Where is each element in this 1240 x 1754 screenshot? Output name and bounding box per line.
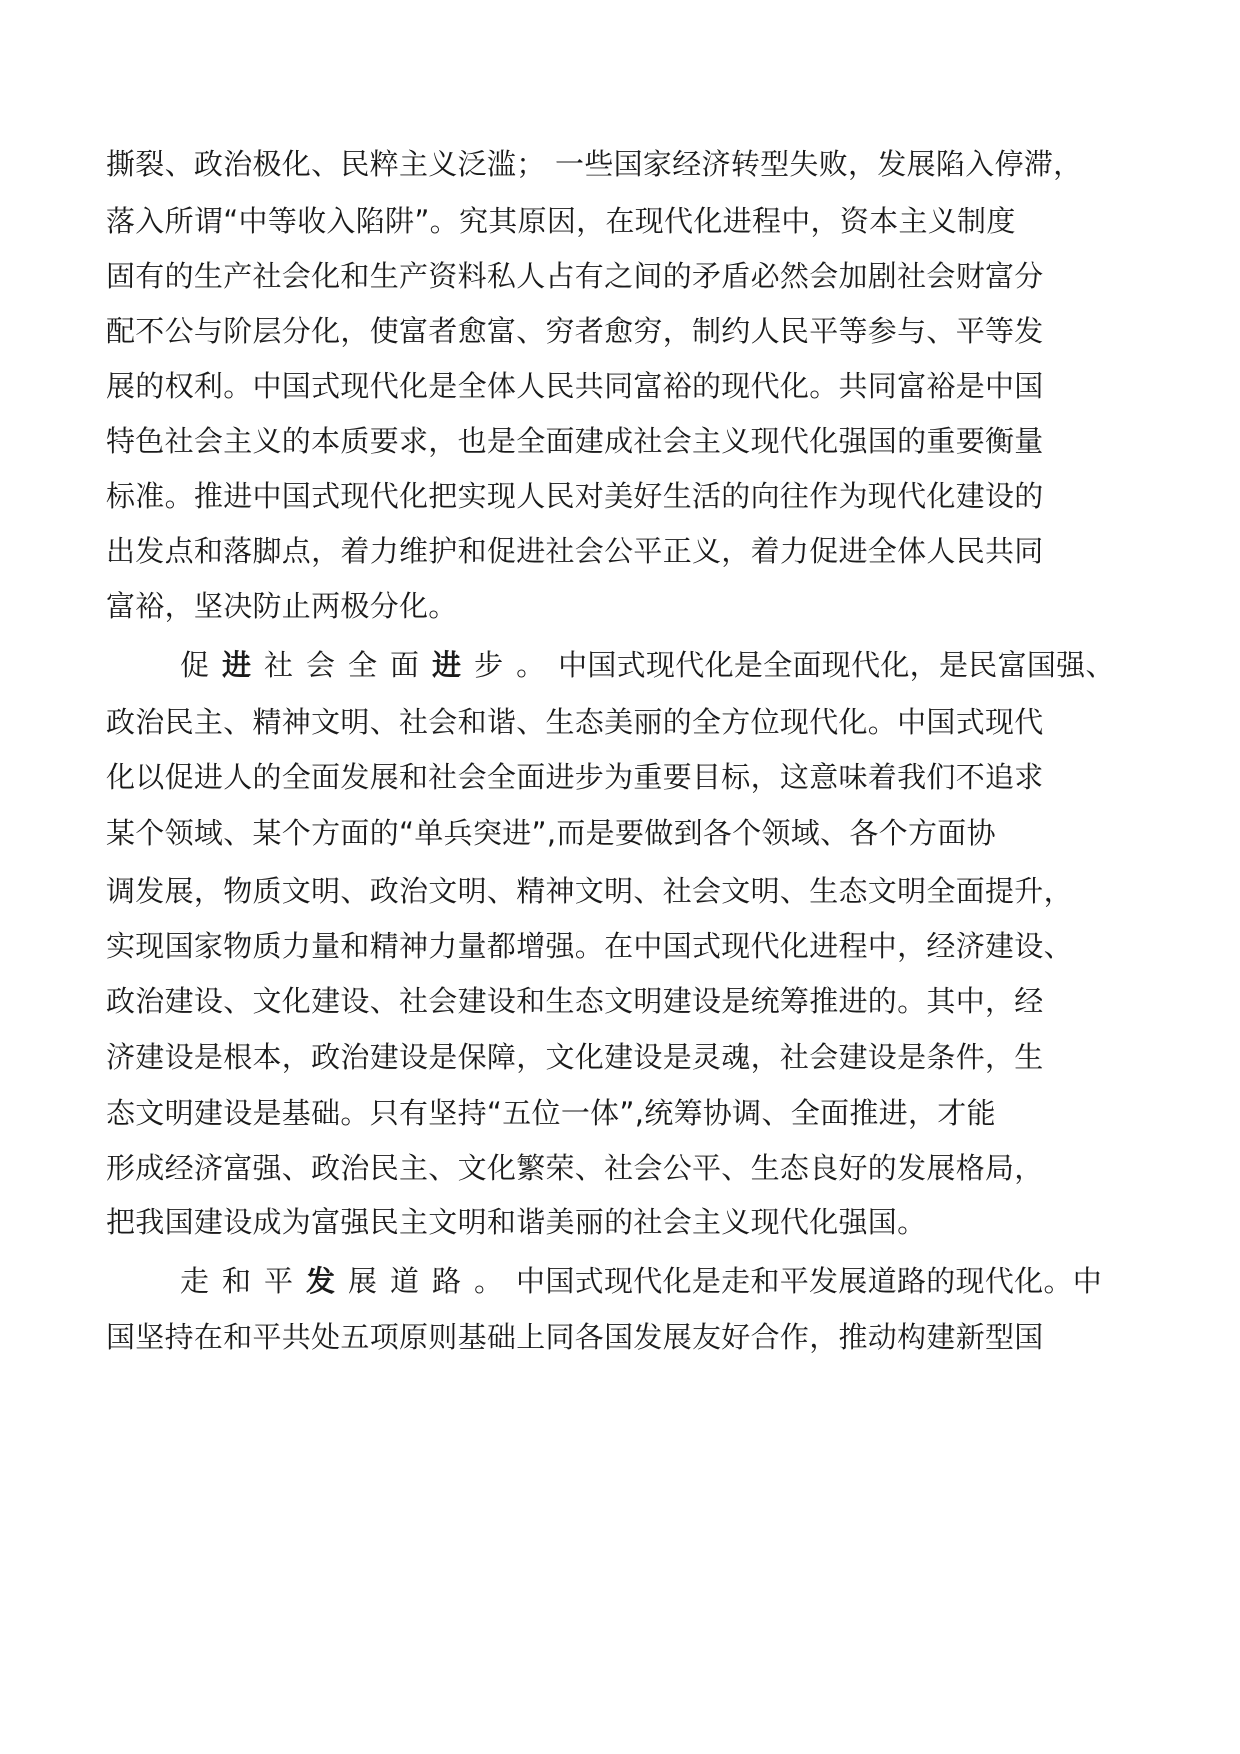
heading-segment-bold: 进 [432,648,475,682]
body-text-line: 把我国建设成为富强民主文明和谐美丽的社会主义现代化强国。 [106,1205,927,1239]
body-text-inline: 中国式现代化是全面现代化，是民富国强、 [558,648,1115,682]
section-heading [180,1264,516,1298]
heading-segment: 促 [180,648,223,682]
body-text-line: 配不公与阶层分化，使富者愈富、穷者愈穷，制约人民平等参与、平等发 [106,314,1044,348]
body-text-line: 特色社会主义的本质要求，也是全面建成社会主义现代化强国的重要衡量 [106,424,1044,458]
body-text-inline: 中国式现代化是走和平发展道路的现代化。中 [516,1264,1103,1298]
section-heading-line [180,647,1115,683]
body-text-line: 出发点和落脚点，着力维护和促进社会公平正义，着力促进全体人民共同 [106,534,1044,568]
section-heading-line [180,1263,1102,1299]
body-text-line: 标准。推进中国式现代化把实现人民对美好生活的向往作为现代化建设的 [106,479,1044,513]
heading-segment: 社会全面 [264,648,433,682]
body-text-line: 政治建设、文化建设、社会建设和生态文明建设是统筹推进的。其中，经 [106,984,1044,1018]
body-text-line: 济建设是根本，政治建设是保障，文化建设是灵魂，社会建设是条件，生 [106,1040,1044,1074]
heading-segment-bold: 进 [222,648,265,682]
section-heading [180,648,558,682]
heading-segment-bold: 发 [306,1264,349,1298]
body-text-line: 某个领域、某个方面的“单兵突进”,而是要做到各个领域、各个方面协 [106,816,996,850]
body-text-line: 实现国家物质力量和精神力量都增强。在中国式现代化进程中，经济建设、 [106,929,1073,963]
body-text-line: 政治民主、精神文明、社会和谐、生态美丽的全方位现代化。中国式现代 [106,705,1044,739]
body-text-line: 落入所谓“中等收入陷阱”。究其原因，在现代化进程中，资本主义制度 [106,204,1016,238]
body-text-line: 展的权利。中国式现代化是全体人民共同富裕的现代化。共同富裕是中国 [106,369,1044,403]
body-text-line: 形成经济富强、政治民主、文化繁荣、社会公平、生态良好的发展格局， [106,1151,1044,1185]
body-text-line: 调发展，物质文明、政治文明、精神文明、社会文明、生态文明全面提升， [106,874,1073,908]
heading-segment: 展道路。 [348,1264,517,1298]
body-text-line: 化以促进人的全面发展和社会全面进步为重要目标，这意味着我们不追求 [106,760,1044,794]
body-text-line: 撕裂、政治极化、民粹主义泛滥； 一些国家经济转型失败，发展陷入停滞， [106,147,1083,181]
heading-segment: 走和平 [180,1264,307,1298]
body-text-line: 固有的生产社会化和生产资料私人占有之间的矛盾必然会加剧社会财富分 [106,259,1044,293]
body-text-line: 态文明建设是基础。只有坚持“五位一体”,统筹协调、全面推进，才能 [106,1096,996,1130]
body-text-line: 国坚持在和平共处五项原则基础上同各国发展友好合作，推动构建新型国 [106,1320,1044,1354]
heading-segment: 步。 [474,648,559,682]
body-text-line: 富裕，坚决防止两极分化。 [106,589,458,623]
